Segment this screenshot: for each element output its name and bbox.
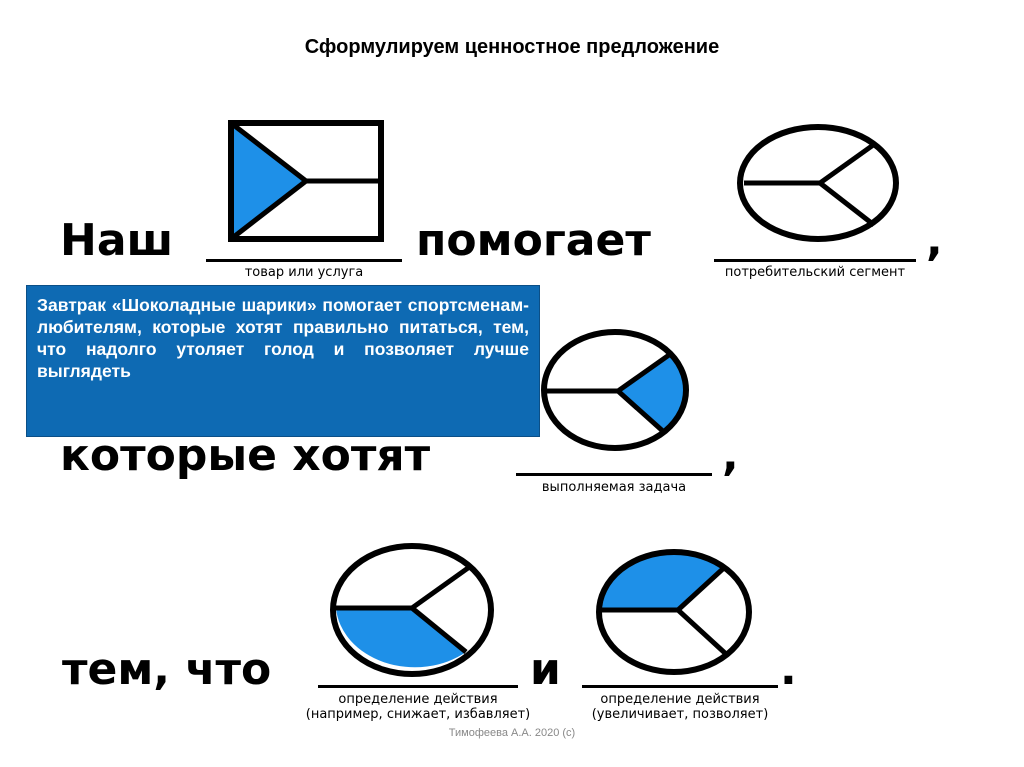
caption-segment: потребительский сегмент	[724, 265, 906, 280]
customer-profile-circle-icon	[734, 121, 902, 245]
word-kotorye-hotyat: которые хотят	[60, 430, 431, 481]
jobs-circle-icon	[535, 325, 695, 455]
caption-action-2-line1: определение действия	[600, 692, 760, 707]
word-i: и	[530, 644, 561, 695]
footer: Тимофеева А.А. 2020 (с)	[448, 727, 576, 739]
blank-segment	[714, 259, 916, 262]
page-title: Сформулируем ценностное предложение	[304, 36, 720, 58]
word-tem-chto: тем, что	[62, 644, 272, 695]
word-pomogaet: помогает	[416, 215, 651, 266]
blank-action-1	[318, 685, 518, 688]
comma-1: ,	[926, 215, 943, 266]
blank-action-2	[582, 685, 778, 688]
caption-action-2	[572, 693, 788, 723]
example-callout: Завтрак «Шоколадные шарики» помогает спортсменам-любителям, которые хотят правильно питаться, тем, что надолго утоляет голод и позволяет лучше выглядеть	[26, 285, 540, 437]
period: .	[780, 644, 797, 695]
comma-2: ,	[722, 430, 739, 481]
value-map-square-icon	[226, 118, 386, 244]
blank-job	[516, 473, 712, 476]
caption-product: товар или услуга	[244, 265, 364, 280]
gains-circle-icon	[594, 546, 754, 678]
caption-action-2-line2: (увеличивает, позволяет)	[591, 706, 769, 722]
blank-product	[206, 259, 402, 262]
caption-action-1-line2: (например, снижает, избавляет)	[305, 706, 531, 722]
word-nash: Наш	[60, 215, 174, 266]
pains-circle-icon	[328, 540, 496, 680]
caption-action-1-line1: определение действия	[338, 692, 498, 707]
caption-action-1	[286, 693, 550, 723]
caption-job: выполняемая задача	[541, 480, 687, 495]
